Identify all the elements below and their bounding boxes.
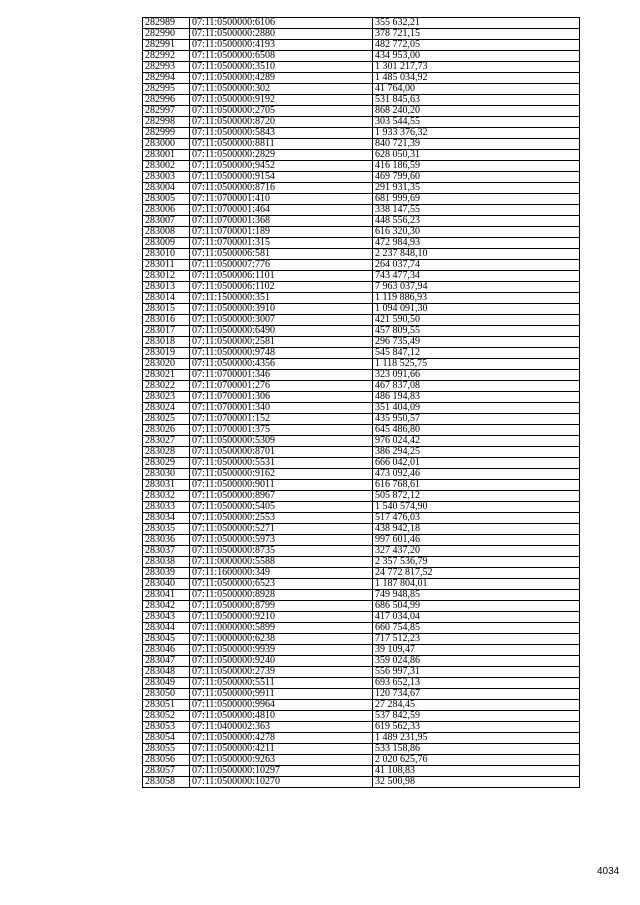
cadastral-value-cell: 327 437,20 bbox=[373, 546, 580, 557]
row-number-cell: 283035 bbox=[143, 524, 190, 535]
table-row bbox=[143, 62, 580, 73]
cadastral-number-cell: 07:11:0500000:4289 bbox=[190, 73, 373, 84]
table-row bbox=[143, 425, 580, 436]
cadastral-number-cell: 07:11:0700001:315 bbox=[190, 238, 373, 249]
table-row bbox=[143, 755, 580, 766]
cadastral-number-cell: 07:11:0500000:2553 bbox=[190, 513, 373, 524]
table-row bbox=[143, 777, 580, 788]
table-row bbox=[143, 315, 580, 326]
row-number-cell: 283002 bbox=[143, 161, 190, 172]
row-number-cell: 283043 bbox=[143, 612, 190, 623]
cadastral-number-cell: 07:11:0500000:9939 bbox=[190, 645, 373, 656]
cadastral-value-cell: 1 489 231,95 bbox=[373, 733, 580, 744]
cadastral-number-cell: 07:11:0500000:9154 bbox=[190, 172, 373, 183]
cadastral-value-cell: 467 837,08 bbox=[373, 381, 580, 392]
row-number-cell: 283034 bbox=[143, 513, 190, 524]
table-row bbox=[143, 711, 580, 722]
cadastral-number-cell: 07:11:0500000:8735 bbox=[190, 546, 373, 557]
row-number-cell: 282999 bbox=[143, 128, 190, 139]
cadastral-number-cell: 07:11:0500000:9240 bbox=[190, 656, 373, 667]
row-number-cell: 283007 bbox=[143, 216, 190, 227]
row-number-cell: 283018 bbox=[143, 337, 190, 348]
row-number-cell: 283020 bbox=[143, 359, 190, 370]
cadastral-number-cell: 07:11:0500000:3007 bbox=[190, 315, 373, 326]
cadastral-number-cell: 07:11:0500007:776 bbox=[190, 260, 373, 271]
row-number-cell: 283019 bbox=[143, 348, 190, 359]
cadastral-value-cell: 1 485 034,92 bbox=[373, 73, 580, 84]
cadastral-value-cell: 1 094 091,30 bbox=[373, 304, 580, 315]
cadastral-value-cell: 537 842,59 bbox=[373, 711, 580, 722]
cadastral-number-cell: 07:11:0500000:8701 bbox=[190, 447, 373, 458]
cadastral-number-cell: 07:11:0500000:9210 bbox=[190, 612, 373, 623]
cadastral-value-cell: 1 933 376,32 bbox=[373, 128, 580, 139]
table-row bbox=[143, 623, 580, 634]
row-number-cell: 283014 bbox=[143, 293, 190, 304]
cadastral-value-cell: 41 764,00 bbox=[373, 84, 580, 95]
table-row bbox=[143, 744, 580, 755]
cadastral-value-cell: 666 042,01 bbox=[373, 458, 580, 469]
table-row bbox=[143, 392, 580, 403]
cadastral-number-cell: 07:11:1500000:351 bbox=[190, 293, 373, 304]
row-number-cell: 283045 bbox=[143, 634, 190, 645]
table-row bbox=[143, 128, 580, 139]
cadastral-value-cell: 351 404,09 bbox=[373, 403, 580, 414]
table-row bbox=[143, 282, 580, 293]
cadastral-number-cell: 07:11:0000000:6238 bbox=[190, 634, 373, 645]
cadastral-number-cell: 07:11:0500000:10270 bbox=[190, 777, 373, 788]
cadastral-number-cell: 07:11:0500000:2705 bbox=[190, 106, 373, 117]
cadastral-value-table bbox=[142, 17, 580, 788]
row-number-cell: 282994 bbox=[143, 73, 190, 84]
cadastral-value-cell: 531 845,63 bbox=[373, 95, 580, 106]
cadastral-value-cell: 2 357 536,79 bbox=[373, 557, 580, 568]
table-row bbox=[143, 227, 580, 238]
row-number-cell: 282993 bbox=[143, 62, 190, 73]
table-row bbox=[143, 249, 580, 260]
cadastral-value-cell: 438 942,18 bbox=[373, 524, 580, 535]
table-row bbox=[143, 51, 580, 62]
cadastral-number-cell: 07:11:0500000:5309 bbox=[190, 436, 373, 447]
table-row bbox=[143, 667, 580, 678]
cadastral-value-cell: 619 562,33 bbox=[373, 722, 580, 733]
cadastral-value-cell: 264 037,74 bbox=[373, 260, 580, 271]
table-row bbox=[143, 139, 580, 150]
table-row bbox=[143, 106, 580, 117]
cadastral-value-cell: 486 194,83 bbox=[373, 392, 580, 403]
cadastral-value-cell: 421 590,50 bbox=[373, 315, 580, 326]
cadastral-value-cell: 355 632,21 bbox=[373, 18, 580, 29]
cadastral-number-cell: 07:11:0500000:5405 bbox=[190, 502, 373, 513]
cadastral-value-cell: 1 301 217,73 bbox=[373, 62, 580, 73]
row-number-cell: 283046 bbox=[143, 645, 190, 656]
table-row bbox=[143, 722, 580, 733]
cadastral-number-cell: 07:11:0500006:1101 bbox=[190, 271, 373, 282]
table-row bbox=[143, 95, 580, 106]
row-number-cell: 283023 bbox=[143, 392, 190, 403]
cadastral-number-cell: 07:11:0500000:2739 bbox=[190, 667, 373, 678]
table-row bbox=[143, 436, 580, 447]
row-number-cell: 282998 bbox=[143, 117, 190, 128]
cadastral-value-cell: 868 240,20 bbox=[373, 106, 580, 117]
row-number-cell: 283022 bbox=[143, 381, 190, 392]
cadastral-number-cell: 07:11:0500000:10297 bbox=[190, 766, 373, 777]
cadastral-value-cell: 616 768,61 bbox=[373, 480, 580, 491]
cadastral-value-cell: 120 734,67 bbox=[373, 689, 580, 700]
row-number-cell: 283033 bbox=[143, 502, 190, 513]
cadastral-number-cell: 07:11:0500000:6106 bbox=[190, 18, 373, 29]
row-number-cell: 283001 bbox=[143, 150, 190, 161]
row-number-cell: 282996 bbox=[143, 95, 190, 106]
row-number-cell: 283048 bbox=[143, 667, 190, 678]
cadastral-number-cell: 07:11:0500000:5531 bbox=[190, 458, 373, 469]
row-number-cell: 283057 bbox=[143, 766, 190, 777]
cadastral-value-cell: 416 186,59 bbox=[373, 161, 580, 172]
cadastral-value-cell: 505 872,12 bbox=[373, 491, 580, 502]
row-number-cell: 283030 bbox=[143, 469, 190, 480]
cadastral-number-cell: 07:11:0500000:4211 bbox=[190, 744, 373, 755]
row-number-cell: 283025 bbox=[143, 414, 190, 425]
table-row bbox=[143, 502, 580, 513]
cadastral-number-cell: 07:11:0500000:2581 bbox=[190, 337, 373, 348]
cadastral-value-cell: 296 735,49 bbox=[373, 337, 580, 348]
row-number-cell: 283031 bbox=[143, 480, 190, 491]
cadastral-value-cell: 386 294,25 bbox=[373, 447, 580, 458]
row-number-cell: 283058 bbox=[143, 777, 190, 788]
table-row bbox=[143, 568, 580, 579]
cadastral-number-cell: 07:11:0500000:5271 bbox=[190, 524, 373, 535]
table-row bbox=[143, 579, 580, 590]
table-row bbox=[143, 689, 580, 700]
table-row bbox=[143, 172, 580, 183]
table-row bbox=[143, 29, 580, 40]
cadastral-value-cell: 24 772 817,52 bbox=[373, 568, 580, 579]
row-number-cell: 283021 bbox=[143, 370, 190, 381]
cadastral-number-cell: 07:11:0700001:340 bbox=[190, 403, 373, 414]
table-row bbox=[143, 271, 580, 282]
row-number-cell: 283047 bbox=[143, 656, 190, 667]
cadastral-number-cell: 07:11:0500000:8720 bbox=[190, 117, 373, 128]
cadastral-value-cell: 997 601,46 bbox=[373, 535, 580, 546]
cadastral-value-cell: 1 118 525,75 bbox=[373, 359, 580, 370]
cadastral-number-cell: 07:11:0500000:9911 bbox=[190, 689, 373, 700]
cadastral-number-cell: 07:11:0700001:368 bbox=[190, 216, 373, 227]
row-number-cell: 283008 bbox=[143, 227, 190, 238]
row-number-cell: 283027 bbox=[143, 436, 190, 447]
table-row bbox=[143, 414, 580, 425]
cadastral-number-cell: 07:11:0500000:2829 bbox=[190, 150, 373, 161]
row-number-cell: 283053 bbox=[143, 722, 190, 733]
cadastral-value-cell: 840 721,39 bbox=[373, 139, 580, 150]
cadastral-number-cell: 07:11:0500000:6490 bbox=[190, 326, 373, 337]
row-number-cell: 283049 bbox=[143, 678, 190, 689]
cadastral-value-cell: 378 721,15 bbox=[373, 29, 580, 40]
table-row bbox=[143, 513, 580, 524]
cadastral-value-cell: 303 544,55 bbox=[373, 117, 580, 128]
table-row bbox=[143, 84, 580, 95]
table-row bbox=[143, 117, 580, 128]
cadastral-value-cell: 2 020 625,76 bbox=[373, 755, 580, 766]
table-row bbox=[143, 183, 580, 194]
cadastral-value-cell: 27 284,45 bbox=[373, 700, 580, 711]
cadastral-value-cell: 291 931,35 bbox=[373, 183, 580, 194]
cadastral-number-cell: 07:11:0500000:9192 bbox=[190, 95, 373, 106]
row-number-cell: 283017 bbox=[143, 326, 190, 337]
cadastral-number-cell: 07:11:0500000:8716 bbox=[190, 183, 373, 194]
cadastral-value-cell: 359 024,86 bbox=[373, 656, 580, 667]
table-row bbox=[143, 678, 580, 689]
cadastral-value-cell: 545 847,12 bbox=[373, 348, 580, 359]
row-number-cell: 282991 bbox=[143, 40, 190, 51]
cadastral-value-cell: 469 799,60 bbox=[373, 172, 580, 183]
table-row bbox=[143, 161, 580, 172]
table-row bbox=[143, 150, 580, 161]
cadastral-value-cell: 7 963 037,94 bbox=[373, 282, 580, 293]
table-row bbox=[143, 733, 580, 744]
table-row bbox=[143, 194, 580, 205]
table-row bbox=[143, 491, 580, 502]
table-row bbox=[143, 447, 580, 458]
table-row bbox=[143, 348, 580, 359]
cadastral-number-cell: 07:11:0000000:5588 bbox=[190, 557, 373, 568]
row-number-cell: 282997 bbox=[143, 106, 190, 117]
cadastral-value-cell: 686 504,99 bbox=[373, 601, 580, 612]
cadastral-value-cell: 749 948,85 bbox=[373, 590, 580, 601]
table-row bbox=[143, 238, 580, 249]
table-row bbox=[143, 304, 580, 315]
row-number-cell: 282995 bbox=[143, 84, 190, 95]
cadastral-number-cell: 07:11:0500000:8811 bbox=[190, 139, 373, 150]
cadastral-value-cell: 556 997,31 bbox=[373, 667, 580, 678]
row-number-cell: 283039 bbox=[143, 568, 190, 579]
cadastral-value-cell: 472 984,93 bbox=[373, 238, 580, 249]
cadastral-number-cell: 07:11:0500000:4193 bbox=[190, 40, 373, 51]
cadastral-value-cell: 660 754,85 bbox=[373, 623, 580, 634]
cadastral-number-cell: 07:11:0500000:5973 bbox=[190, 535, 373, 546]
table-row bbox=[143, 260, 580, 271]
cadastral-number-cell: 07:11:0500000:8967 bbox=[190, 491, 373, 502]
cadastral-value-cell: 434 953,00 bbox=[373, 51, 580, 62]
row-number-cell: 282989 bbox=[143, 18, 190, 29]
row-number-cell: 283050 bbox=[143, 689, 190, 700]
cadastral-number-cell: 07:11:0000000:5899 bbox=[190, 623, 373, 634]
table-row bbox=[143, 403, 580, 414]
row-number-cell: 283003 bbox=[143, 172, 190, 183]
table-row bbox=[143, 469, 580, 480]
table-row bbox=[143, 18, 580, 29]
cadastral-number-cell: 07:11:0500006:581 bbox=[190, 249, 373, 260]
cadastral-value-cell: 693 652,13 bbox=[373, 678, 580, 689]
row-number-cell: 282990 bbox=[143, 29, 190, 40]
page-number: 4034 bbox=[597, 866, 620, 877]
cadastral-number-cell: 07:11:0700001:410 bbox=[190, 194, 373, 205]
cadastral-number-cell: 07:11:1600000:349 bbox=[190, 568, 373, 579]
cadastral-number-cell: 07:11:0500000:5511 bbox=[190, 678, 373, 689]
cadastral-number-cell: 07:11:0700001:276 bbox=[190, 381, 373, 392]
table-row bbox=[143, 766, 580, 777]
cadastral-value-cell: 417 034,04 bbox=[373, 612, 580, 623]
cadastral-number-cell: 07:11:0500000:6508 bbox=[190, 51, 373, 62]
cadastral-number-cell: 07:11:0400002:363 bbox=[190, 722, 373, 733]
table-row bbox=[143, 634, 580, 645]
row-number-cell: 283056 bbox=[143, 755, 190, 766]
cadastral-number-cell: 07:11:0700001:152 bbox=[190, 414, 373, 425]
row-number-cell: 283012 bbox=[143, 271, 190, 282]
row-number-cell: 283004 bbox=[143, 183, 190, 194]
row-number-cell: 283032 bbox=[143, 491, 190, 502]
table-row bbox=[143, 480, 580, 491]
table-row bbox=[143, 546, 580, 557]
row-number-cell: 283041 bbox=[143, 590, 190, 601]
row-number-cell: 283028 bbox=[143, 447, 190, 458]
row-number-cell: 283055 bbox=[143, 744, 190, 755]
cadastral-value-cell: 435 950,57 bbox=[373, 414, 580, 425]
cadastral-value-cell: 338 147,55 bbox=[373, 205, 580, 216]
cadastral-number-cell: 07:11:0500000:5843 bbox=[190, 128, 373, 139]
cadastral-value-cell: 717 512,23 bbox=[373, 634, 580, 645]
table-row bbox=[143, 381, 580, 392]
row-number-cell: 282992 bbox=[143, 51, 190, 62]
row-number-cell: 283009 bbox=[143, 238, 190, 249]
cadastral-value-cell: 323 091,66 bbox=[373, 370, 580, 381]
cadastral-number-cell: 07:11:0700001:189 bbox=[190, 227, 373, 238]
table-row bbox=[143, 326, 580, 337]
row-number-cell: 283052 bbox=[143, 711, 190, 722]
row-number-cell: 283005 bbox=[143, 194, 190, 205]
cadastral-number-cell: 07:11:0500000:9011 bbox=[190, 480, 373, 491]
cadastral-value-cell: 482 772,05 bbox=[373, 40, 580, 51]
cadastral-value-cell: 473 092,46 bbox=[373, 469, 580, 480]
cadastral-number-cell: 07:11:0500000:9964 bbox=[190, 700, 373, 711]
table-row bbox=[143, 645, 580, 656]
table-row bbox=[143, 370, 580, 381]
cadastral-number-cell: 07:11:0500000:9162 bbox=[190, 469, 373, 480]
cadastral-number-cell: 07:11:0700001:346 bbox=[190, 370, 373, 381]
row-number-cell: 283015 bbox=[143, 304, 190, 315]
cadastral-number-cell: 07:11:0500000:6523 bbox=[190, 579, 373, 590]
cadastral-number-cell: 07:11:0500000:8799 bbox=[190, 601, 373, 612]
cadastral-value-cell: 681 999,69 bbox=[373, 194, 580, 205]
cadastral-number-cell: 07:11:0500000:302 bbox=[190, 84, 373, 95]
cadastral-number-cell: 07:11:0500000:9452 bbox=[190, 161, 373, 172]
table-row bbox=[143, 293, 580, 304]
table-row bbox=[143, 700, 580, 711]
row-number-cell: 283038 bbox=[143, 557, 190, 568]
table-row bbox=[143, 359, 580, 370]
cadastral-value-cell: 645 486,80 bbox=[373, 425, 580, 436]
cadastral-value-cell: 517 476,03 bbox=[373, 513, 580, 524]
row-number-cell: 283010 bbox=[143, 249, 190, 260]
row-number-cell: 283006 bbox=[143, 205, 190, 216]
table-row bbox=[143, 656, 580, 667]
row-number-cell: 283000 bbox=[143, 139, 190, 150]
row-number-cell: 283037 bbox=[143, 546, 190, 557]
cadastral-value-cell: 533 158,86 bbox=[373, 744, 580, 755]
cadastral-value-cell: 1 540 574,90 bbox=[373, 502, 580, 513]
table-row bbox=[143, 612, 580, 623]
table-row bbox=[143, 524, 580, 535]
cadastral-number-cell: 07:11:0500000:4356 bbox=[190, 359, 373, 370]
row-number-cell: 283024 bbox=[143, 403, 190, 414]
table-row bbox=[143, 73, 580, 84]
row-number-cell: 283026 bbox=[143, 425, 190, 436]
row-number-cell: 283040 bbox=[143, 579, 190, 590]
cadastral-number-cell: 07:11:0700001:306 bbox=[190, 392, 373, 403]
cadastral-value-cell: 39 109,47 bbox=[373, 645, 580, 656]
cadastral-value-cell: 1 187 804,01 bbox=[373, 579, 580, 590]
row-number-cell: 283054 bbox=[143, 733, 190, 744]
table-row bbox=[143, 40, 580, 51]
cadastral-value-cell: 41 108,83 bbox=[373, 766, 580, 777]
table-row bbox=[143, 205, 580, 216]
table-row bbox=[143, 590, 580, 601]
cadastral-value-cell: 1 119 886,93 bbox=[373, 293, 580, 304]
cadastral-value-cell: 628 050,31 bbox=[373, 150, 580, 161]
cadastral-number-cell: 07:11:0500000:9263 bbox=[190, 755, 373, 766]
cadastral-value-cell: 616 320,30 bbox=[373, 227, 580, 238]
cadastral-value-cell: 32 500,98 bbox=[373, 777, 580, 788]
row-number-cell: 283011 bbox=[143, 260, 190, 271]
cadastral-number-cell: 07:11:0500000:4810 bbox=[190, 711, 373, 722]
cadastral-value-cell: 976 024,42 bbox=[373, 436, 580, 447]
row-number-cell: 283051 bbox=[143, 700, 190, 711]
table-row bbox=[143, 557, 580, 568]
cadastral-value-cell: 2 237 848,10 bbox=[373, 249, 580, 260]
table-row bbox=[143, 337, 580, 348]
table-row bbox=[143, 601, 580, 612]
table-row bbox=[143, 535, 580, 546]
cadastral-number-cell: 07:11:0500000:2880 bbox=[190, 29, 373, 40]
table-row bbox=[143, 458, 580, 469]
cadastral-number-cell: 07:11:0500000:9748 bbox=[190, 348, 373, 359]
cadastral-number-cell: 07:11:0700001:464 bbox=[190, 205, 373, 216]
row-number-cell: 283042 bbox=[143, 601, 190, 612]
cadastral-number-cell: 07:11:0700001:375 bbox=[190, 425, 373, 436]
cadastral-value-cell: 743 477,34 bbox=[373, 271, 580, 282]
cadastral-number-cell: 07:11:0500000:3510 bbox=[190, 62, 373, 73]
cadastral-number-cell: 07:11:0500000:4278 bbox=[190, 733, 373, 744]
row-number-cell: 283036 bbox=[143, 535, 190, 546]
row-number-cell: 283044 bbox=[143, 623, 190, 634]
cadastral-number-cell: 07:11:0500000:8928 bbox=[190, 590, 373, 601]
table-row bbox=[143, 216, 580, 227]
cadastral-number-cell: 07:11:0500006:1102 bbox=[190, 282, 373, 293]
cadastral-value-cell: 457 809,55 bbox=[373, 326, 580, 337]
cadastral-number-cell: 07:11:0500000:3910 bbox=[190, 304, 373, 315]
row-number-cell: 283013 bbox=[143, 282, 190, 293]
row-number-cell: 283016 bbox=[143, 315, 190, 326]
row-number-cell: 283029 bbox=[143, 458, 190, 469]
cadastral-value-cell: 448 556,23 bbox=[373, 216, 580, 227]
